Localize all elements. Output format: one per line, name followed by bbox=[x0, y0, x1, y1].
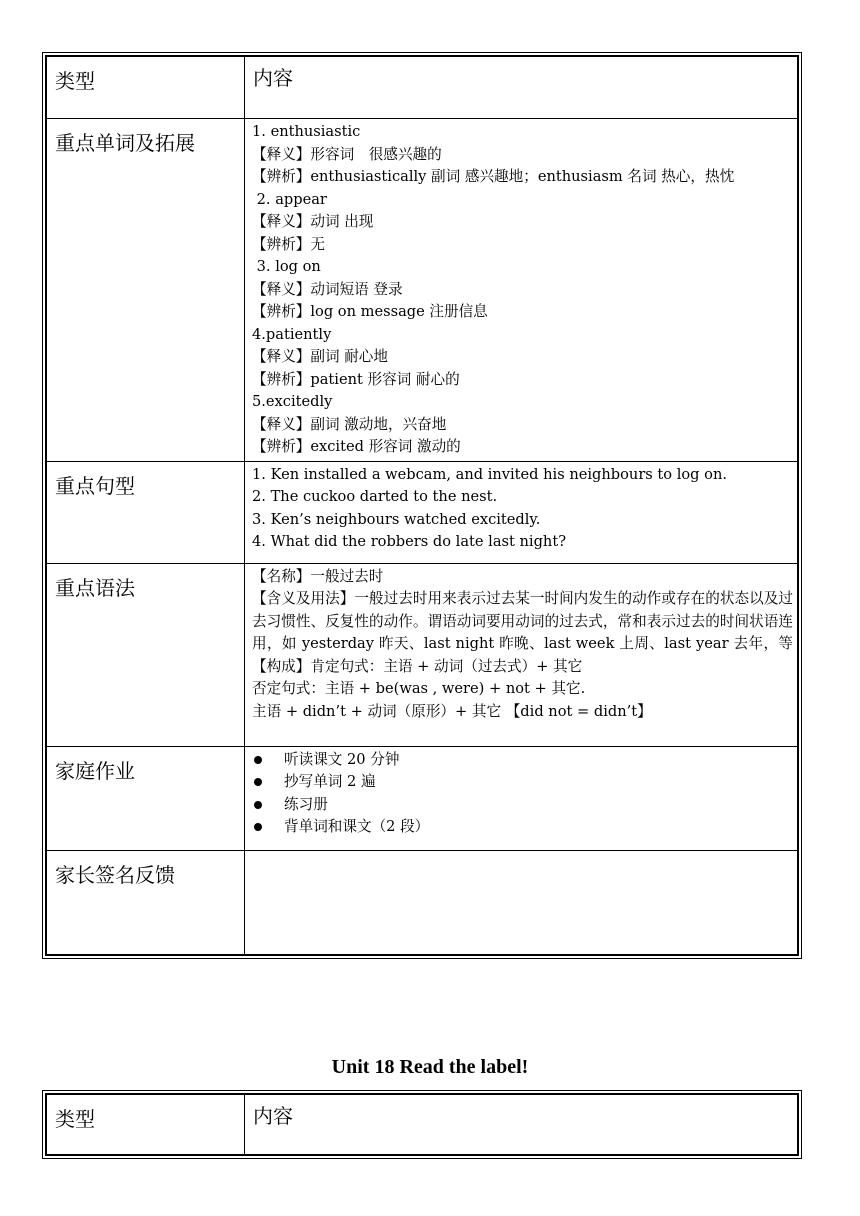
vocab-line: 【释义】副词 激动地，兴奋地 bbox=[252, 415, 447, 433]
list-item bbox=[252, 816, 793, 839]
row-label-grammar: 重点语法 bbox=[47, 563, 245, 746]
sentence-line: 1. Ken installed a webcam, and invited his neighbours to log on. bbox=[252, 465, 727, 483]
list-item bbox=[252, 771, 793, 794]
grammar-negative: 否定句式：主语 + be(was , were) + not + 其它. bbox=[252, 680, 586, 697]
row-label-parent-signature: 家长签名反馈 bbox=[47, 850, 245, 954]
row-label-sentences: 重点句型 bbox=[47, 461, 245, 563]
header-type: 类型 bbox=[47, 57, 245, 119]
sentences-content bbox=[245, 461, 798, 563]
vocab-line: 【辨析】无 bbox=[252, 235, 325, 253]
vocab-line: 【辨析】enthusiastically 副词 感兴趣地；enthusiasm 名词 热心，热忱 bbox=[252, 168, 735, 185]
homework-table-2 bbox=[42, 1090, 802, 1159]
header-type: 类型 bbox=[47, 1095, 245, 1155]
list-item bbox=[252, 749, 793, 772]
homework-list bbox=[252, 749, 793, 839]
sentence-line: 3. Ken’s neighbours watched excitedly. bbox=[252, 510, 541, 528]
vocab-line: 【释义】动词短语 登录 bbox=[252, 280, 403, 298]
vocab-line: 3. log on bbox=[252, 258, 321, 275]
unit-title: Unit 18 Read the label! bbox=[331, 1056, 529, 1078]
vocab-line: 【辨析】excited 形容词 激动的 bbox=[252, 438, 461, 455]
bullet-icon bbox=[254, 801, 262, 809]
homework-item: 练习册 bbox=[284, 795, 328, 813]
header-content: 内容 bbox=[245, 1095, 798, 1155]
bullet-icon bbox=[254, 778, 262, 786]
parent-signature-field[interactable] bbox=[245, 850, 798, 954]
sentence-line: 2. The cuckoo darted to the nest. bbox=[252, 488, 498, 505]
vocab-line: 【释义】动词 出现 bbox=[252, 213, 374, 230]
vocab-line: 【释义】副词 耐心地 bbox=[252, 348, 388, 365]
grammar-name: 【名称】一般过去时 bbox=[252, 567, 384, 585]
vocab-line: 1. enthusiastic bbox=[252, 123, 361, 140]
grammar-usage: 【含义及用法】一般过去时用来表示过去某一时间内发生的动作或存在的状态以及过去习惯性、反复性的动作。谓语动词要用动词的过去式，常和表示过去的时间状语连用，如 yesterday 昨天、last night 昨晚、last week 上周、last year 去年，等 【构成】肯定句式：主语 + 动词（过去式）+ 其它 bbox=[252, 590, 793, 675]
row-label-vocabulary: 重点单词及拓展 bbox=[47, 119, 245, 462]
vocab-line: 【辨析】patient 形容词 耐心的 bbox=[252, 370, 460, 388]
list-item bbox=[252, 794, 793, 817]
homework-item: 抄写单词 2 遍 bbox=[284, 773, 376, 790]
homework-content bbox=[245, 746, 798, 850]
homework-item: 背单词和课文（2 段） bbox=[284, 818, 430, 835]
vocab-line: 【释义】形容词 很感兴趣的 bbox=[252, 145, 442, 163]
homework-table bbox=[42, 52, 802, 959]
bullet-icon bbox=[254, 823, 262, 831]
homework-item: 听读课文 20 分钟 bbox=[284, 750, 400, 768]
vocab-line: 2. appear bbox=[252, 190, 327, 208]
vocabulary-content bbox=[245, 119, 798, 462]
bullet-icon bbox=[254, 756, 262, 764]
grammar-content bbox=[245, 563, 798, 746]
vocab-line: 【辨析】log on message 注册信息 bbox=[252, 303, 488, 320]
vocab-line: 4.patiently bbox=[252, 325, 332, 343]
vocab-line: 5.excitedly bbox=[252, 393, 333, 410]
sentence-line: 4. What did the robbers do late last night? bbox=[252, 533, 567, 550]
header-content: 内容 bbox=[245, 57, 798, 119]
row-label-homework: 家庭作业 bbox=[47, 746, 245, 850]
grammar-question: 主语 + didn’t + 动词（原形）+ 其它 【did not = didn’t】 bbox=[252, 702, 652, 720]
